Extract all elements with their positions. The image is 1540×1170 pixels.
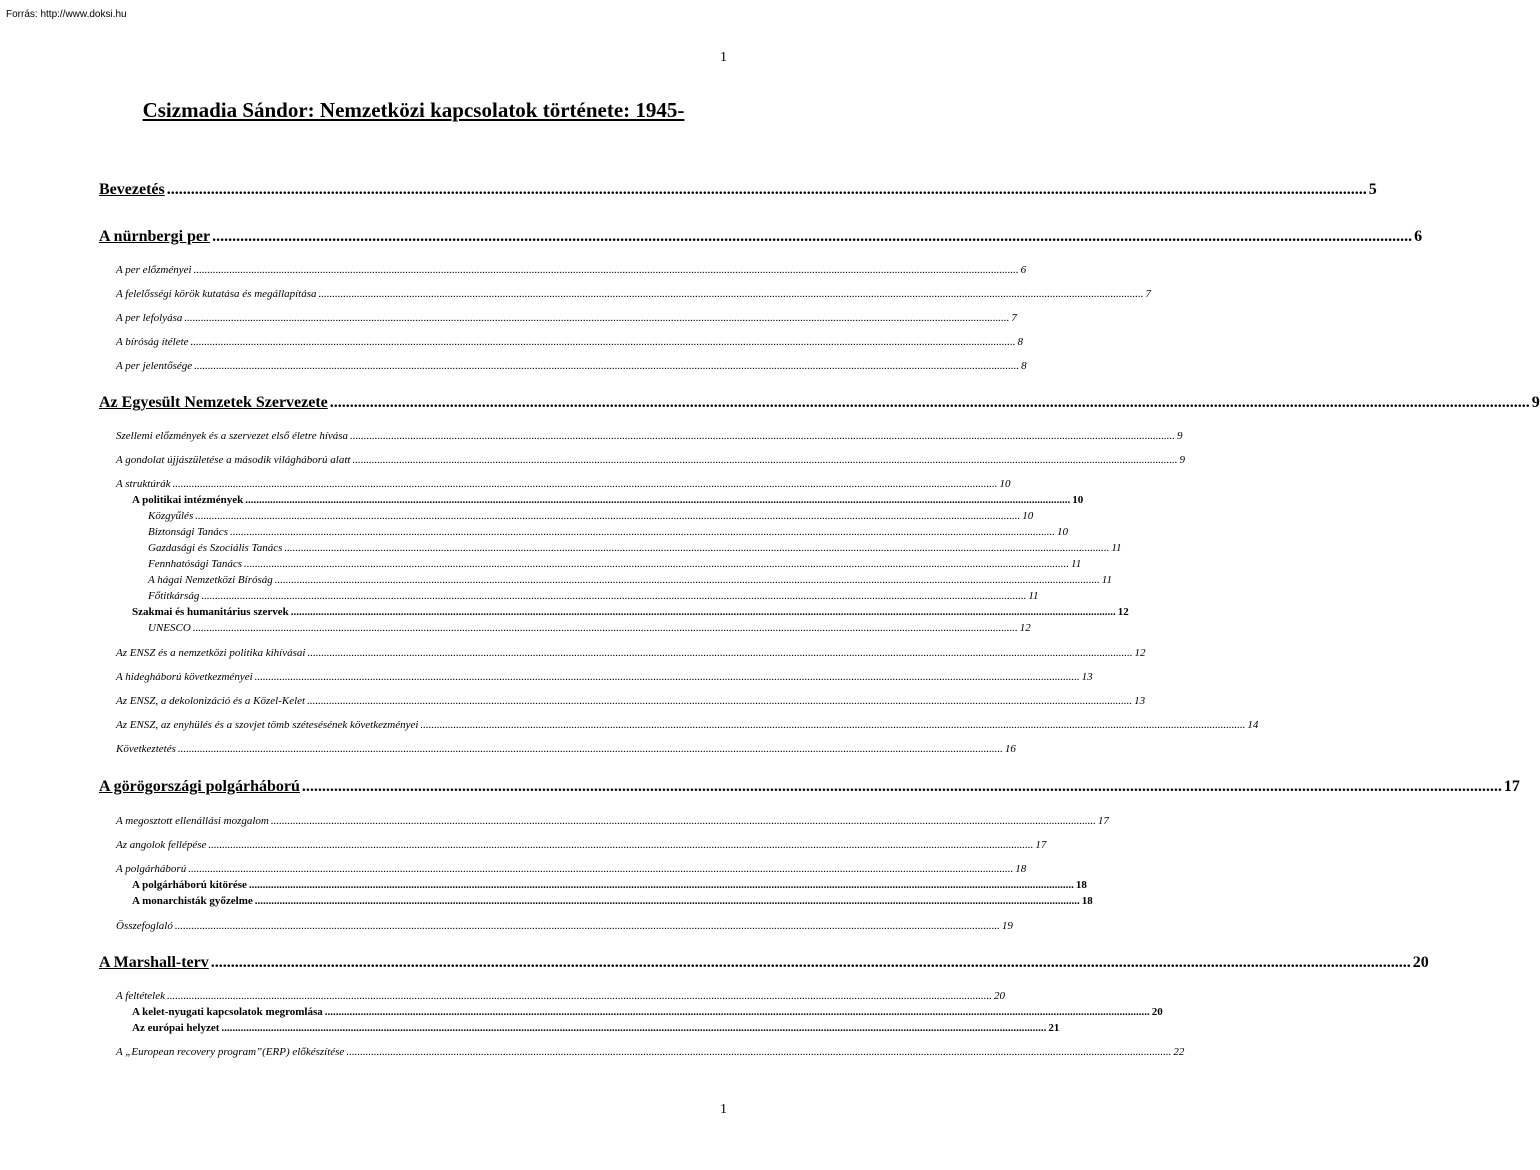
toc-label: A monarchisták győzelme (132, 895, 253, 907)
toc-page: 16 (1004, 743, 1016, 755)
toc-label: Szakmai és humanitárius szervek (132, 606, 289, 618)
toc-label: Biztonsági Tanács (148, 526, 228, 538)
toc-page: 18 (1081, 895, 1093, 907)
toc-label: Az európai helyzet (132, 1022, 220, 1034)
toc-label: A kelet-nyugati kapcsolatok megromlása (132, 1006, 323, 1018)
toc-page: 11 (1101, 574, 1112, 586)
toc-label: Az ENSZ, a dekolonizáció és a Közel-Kelet (116, 695, 306, 707)
toc-page: 10 (1022, 510, 1034, 522)
toc-label: A Marshall-terv (99, 954, 209, 971)
toc-page: 18 (1075, 879, 1087, 891)
toc-label: Következtetés (116, 743, 176, 755)
toc-entry[interactable]: Közgyűlés ............................................................................................................................................................................................................................................................................................................ 10 (148, 510, 1034, 522)
toc-label: Összefoglaló (116, 920, 173, 932)
toc-label: Főtitkárság (148, 590, 200, 602)
toc-page: 10 (999, 478, 1011, 490)
toc-label: UNESCO (148, 622, 191, 634)
toc-entry[interactable]: Az ENSZ, az enyhülés és a szovjet tömb szétesésének következményei ............................................................................................................................................................................................................................................................................................................ 14 (116, 719, 1259, 731)
toc-entry[interactable]: A kelet-nyugati kapcsolatok megromlása ............................................................................................................................................................................................................................................................................................................ 20 (132, 1006, 1163, 1018)
toc-entry[interactable]: Szellemi előzmények és a szervezet első életre hívása ............................................................................................................................................................................................................................................................................................................ 9 (116, 430, 1183, 442)
toc-label: Az ENSZ, az enyhülés és a szovjet tömb szétesésének következményei (116, 719, 419, 731)
toc-entry[interactable]: A feltételek ............................................................................................................................................................................................................................................................................................................ 20 (116, 990, 1005, 1002)
toc-label: A felelősségi körök kutatása és megállapítása (116, 288, 317, 300)
toc-entry[interactable]: Az európai helyzet ............................................................................................................................................................................................................................................................................................................ 21 (132, 1022, 1060, 1034)
toc-entry[interactable]: A per jelentősége ............................................................................................................................................................................................................................................................................................................ 8 (116, 360, 1027, 372)
toc-label: A görögországi polgárháború (99, 778, 300, 795)
toc-page: 8 (1021, 360, 1027, 372)
toc-page: 11 (1111, 542, 1122, 554)
source-url: Forrás: http://www.doksi.hu (6, 9, 127, 20)
toc-label: Az angolok fellépése (116, 839, 207, 851)
toc-page: 13 (1134, 695, 1146, 707)
toc-entry[interactable]: A nürnbergi per ............................................................................................................................................................................................................................................................................................................ 6 (99, 228, 1423, 245)
toc-label: A polgárháború kitörése (132, 879, 247, 891)
toc-page: 21 (1048, 1022, 1060, 1034)
toc-page: 10 (1072, 494, 1084, 506)
toc-label: A per előzményei (116, 264, 192, 276)
toc-page: 6 (1020, 264, 1027, 276)
toc-label: A polgárháború (116, 863, 187, 875)
toc-label: A nürnbergi per (99, 228, 211, 245)
toc-page: 17 (1503, 778, 1520, 795)
toc-entry[interactable]: Az ENSZ, a dekolonizáció és a Közel-Kelet ............................................................................................................................................................................................................................................................................................................ 13 (116, 695, 1146, 707)
toc-page: 22 (1173, 1046, 1185, 1058)
toc-page: 10 (1056, 526, 1068, 538)
toc-page: 8 (1017, 336, 1024, 348)
toc-page: 20 (1412, 954, 1429, 971)
toc-label: A „European recovery program”(ERP) előkészítése (116, 1046, 345, 1058)
toc-entry[interactable]: Összefoglaló ............................................................................................................................................................................................................................................................................................................ 19 (116, 920, 1013, 932)
toc-page: 7 (1011, 312, 1017, 324)
toc-page: 12 (1134, 647, 1146, 659)
toc-entry[interactable]: A hidegháború következményei ............................................................................................................................................................................................................................................................................................................ 13 (116, 671, 1093, 683)
toc-label: Szellemi előzmények és a szervezet első életre hívása (116, 430, 349, 442)
toc-label: A feltételek (116, 990, 165, 1002)
toc-label: A hágai Nemzetközi Bíróság (148, 574, 273, 586)
toc-label: Gazdasági és Szociális Tanács (148, 542, 283, 554)
toc-page: 13 (1081, 671, 1093, 683)
toc-page: 7 (1145, 288, 1152, 300)
toc-page: 12 (1117, 606, 1129, 618)
toc-entry[interactable]: A megosztott ellenállási mozgalom ............................................................................................................................................................................................................................................................................................................ 17 (116, 815, 1109, 827)
toc-label: A gondolat újjászületése a második világháború alatt (116, 454, 351, 466)
toc-page: 11 (1071, 558, 1082, 570)
toc-label: A megosztott ellenállási mozgalom (116, 815, 269, 827)
toc-entry[interactable]: A monarchisták győzelme ............................................................................................................................................................................................................................................................................................................ 18 (132, 895, 1093, 907)
toc-entry[interactable]: A gondolat újjászületése a második világháború alatt ............................................................................................................................................................................................................................................................................................................ 9 (116, 454, 1185, 466)
page-number-bottom: 1 (720, 1102, 727, 1117)
toc-entry[interactable]: A görögországi polgárháború ............................................................................................................................................................................................................................................................................................................ 17 (99, 778, 1520, 795)
toc-page: 20 (1151, 1006, 1163, 1018)
toc-page: 20 (993, 990, 1005, 1002)
toc-label: A politikai intézmények (132, 494, 244, 506)
toc-entry[interactable]: Biztonsági Tanács ............................................................................................................................................................................................................................................................................................................ 10 (148, 526, 1068, 538)
toc-entry[interactable]: A polgárháború kitörése ............................................................................................................................................................................................................................................................................................................ 18 (132, 879, 1087, 891)
toc-label: Az ENSZ és a nemzetközi politika kihívásai (116, 647, 306, 659)
toc-entry[interactable]: Fennhatósági Tanács ............................................................................................................................................................................................................................................................................................................ 11 (148, 558, 1082, 570)
toc-label: Közgyűlés (148, 510, 194, 522)
toc-label: A hidegháború következményei (116, 671, 253, 683)
toc-entry[interactable]: Az ENSZ és a nemzetközi politika kihívásai ............................................................................................................................................................................................................................................................................................................ 12 (116, 647, 1146, 659)
toc-entry[interactable]: Következtetés ............................................................................................................................................................................................................................................................................................................ 16 (116, 743, 1016, 755)
toc-entry[interactable]: A per lefolyása ............................................................................................................................................................................................................................................................................................................ 7 (116, 312, 1017, 324)
toc-label: A per lefolyása (116, 312, 183, 324)
toc-page: 9 (1531, 394, 1540, 411)
toc-entry[interactable]: A „European recovery program”(ERP) előkészítése ............................................................................................................................................................................................................................................................................................................ 22 (116, 1046, 1185, 1058)
toc-page: 5 (1368, 181, 1377, 198)
toc-entry[interactable]: Szakmai és humanitárius szervek ............................................................................................................................................................................................................................................................................................................ 12 (132, 606, 1129, 618)
document-title: Csizmadia Sándor: Nemzetközi kapcsolatok története: 1945- (142, 98, 685, 122)
toc-entry[interactable]: Az angolok fellépése ............................................................................................................................................................................................................................................................................................................ 17 (116, 839, 1047, 851)
toc-page: 18 (1015, 863, 1027, 875)
toc-page: 11 (1028, 590, 1039, 602)
page-number-top: 1 (720, 50, 727, 65)
toc-label: Fennhatósági Tanács (148, 558, 243, 570)
toc-entry[interactable]: A polgárháború ............................................................................................................................................................................................................................................................................................................ 18 (116, 863, 1027, 875)
toc-entry[interactable]: A politikai intézmények ............................................................................................................................................................................................................................................................................................................ 10 (132, 494, 1084, 506)
toc-entry[interactable]: A hágai Nemzetközi Bíróság ............................................................................................................................................................................................................................................................................................................ 11 (148, 574, 1112, 586)
toc-entry[interactable]: A bíróság ítélete ............................................................................................................................................................................................................................................................................................................ 8 (116, 336, 1024, 348)
toc-label: Bevezetés (99, 181, 165, 198)
toc-page: 6 (1414, 228, 1423, 245)
toc-page: 12 (1019, 622, 1031, 634)
toc-page: 19 (1001, 920, 1013, 932)
toc-label: A per jelentősége (116, 360, 193, 372)
toc-entry[interactable]: A struktúrák ............................................................................................................................................................................................................................................................................................................ 10 (116, 478, 1011, 490)
toc-page: 9 (1177, 430, 1183, 442)
toc-label: Az Egyesült Nemzetek Szervezete (99, 394, 328, 411)
toc-entry[interactable]: Gazdasági és Szociális Tanács ............................................................................................................................................................................................................................................................................................................ 11 (148, 542, 1122, 554)
toc-entry[interactable]: Az Egyesült Nemzetek Szervezete ............................................................................................................................................................................................................................................................................................................ 9 (99, 394, 1540, 411)
toc-page: 9 (1179, 454, 1185, 466)
toc-entry[interactable]: A felelősségi körök kutatása és megállapítása ............................................................................................................................................................................................................................................................................................................ 7 (116, 288, 1152, 300)
toc-entry[interactable]: UNESCO ............................................................................................................................................................................................................................................................................................................ 12 (148, 622, 1031, 634)
toc-page: 17 (1035, 839, 1047, 851)
toc-entry[interactable]: Főtitkárság ............................................................................................................................................................................................................................................................................................................ 11 (148, 590, 1039, 602)
toc-label: A struktúrák (116, 478, 171, 490)
toc-page: 17 (1097, 815, 1109, 827)
toc-entry[interactable]: A Marshall-terv ............................................................................................................................................................................................................................................................................................................ 20 (99, 954, 1429, 971)
toc-label: A bíróság ítélete (116, 336, 189, 348)
toc-entry[interactable]: A per előzményei ............................................................................................................................................................................................................................................................................................................ 6 (116, 264, 1027, 276)
toc-page: 14 (1247, 719, 1259, 731)
toc-entry[interactable]: Bevezetés ............................................................................................................................................................................................................................................................................................................ 5 (99, 181, 1377, 198)
